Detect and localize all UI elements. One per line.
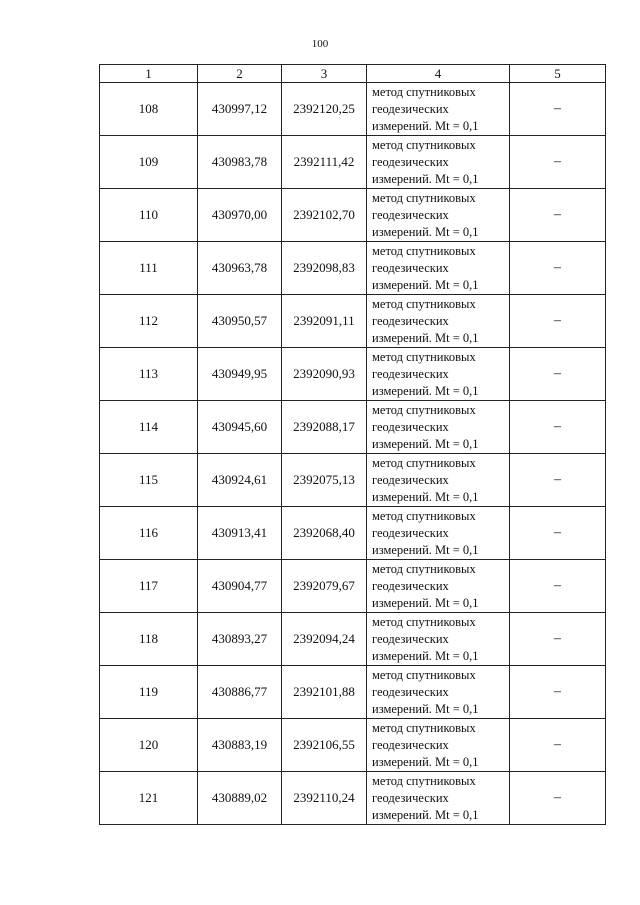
method-cell: метод спутниковых геодезических измерений. Mt = 0,1 (367, 507, 510, 560)
table-row (100, 295, 606, 348)
point-number-cell: 118 (100, 613, 198, 666)
method-cell: метод спутниковых геодезических измерений. Mt = 0,1 (367, 719, 510, 772)
method-cell: метод спутниковых геодезических измерений. Mt = 0,1 (367, 348, 510, 401)
y-coordinate-cell: 2392079,67 (282, 560, 367, 613)
dash-cell: – (510, 401, 606, 454)
method-cell: метод спутниковых геодезических измерений. Mt = 0,1 (367, 189, 510, 242)
x-coordinate-cell: 430893,27 (198, 613, 282, 666)
x-coordinate-cell: 430983,78 (198, 136, 282, 189)
x-coordinate-cell: 430904,77 (198, 560, 282, 613)
dash-cell: – (510, 189, 606, 242)
dash-cell: – (510, 348, 606, 401)
method-cell: метод спутниковых геодезических измерений. Mt = 0,1 (367, 295, 510, 348)
table-row (100, 136, 606, 189)
y-coordinate-cell: 2392110,24 (282, 772, 367, 825)
header-col-5: 5 (510, 65, 606, 83)
dash-cell: – (510, 136, 606, 189)
point-number-cell: 113 (100, 348, 198, 401)
table-row (100, 613, 606, 666)
y-coordinate-cell: 2392094,24 (282, 613, 367, 666)
y-coordinate-cell: 2392098,83 (282, 242, 367, 295)
y-coordinate-cell: 2392088,17 (282, 401, 367, 454)
header-row (100, 65, 606, 83)
point-number-cell: 115 (100, 454, 198, 507)
x-coordinate-cell: 430997,12 (198, 83, 282, 136)
dash-cell: – (510, 507, 606, 560)
table-row (100, 666, 606, 719)
x-coordinate-cell: 430963,78 (198, 242, 282, 295)
point-number-cell: 114 (100, 401, 198, 454)
point-number-cell: 111 (100, 242, 198, 295)
x-coordinate-cell: 430949,95 (198, 348, 282, 401)
point-number-cell: 108 (100, 83, 198, 136)
dash-cell: – (510, 719, 606, 772)
table-row (100, 772, 606, 825)
point-number-cell: 117 (100, 560, 198, 613)
point-number-cell: 120 (100, 719, 198, 772)
page-number: 100 (311, 38, 329, 50)
table-row (100, 242, 606, 295)
y-coordinate-cell: 2392111,42 (282, 136, 367, 189)
x-coordinate-cell: 430945,60 (198, 401, 282, 454)
dash-cell: – (510, 454, 606, 507)
dash-cell: – (510, 295, 606, 348)
table-header (100, 65, 606, 83)
dash-cell: – (510, 613, 606, 666)
x-coordinate-cell: 430889,02 (198, 772, 282, 825)
header-col-1: 1 (100, 65, 198, 83)
x-coordinate-cell: 430886,77 (198, 666, 282, 719)
x-coordinate-cell: 430913,41 (198, 507, 282, 560)
y-coordinate-cell: 2392120,25 (282, 83, 367, 136)
table-body (100, 83, 606, 825)
dash-cell: – (510, 560, 606, 613)
table-row (100, 507, 606, 560)
method-cell: метод спутниковых геодезических измерений. Mt = 0,1 (367, 560, 510, 613)
dash-cell: – (510, 242, 606, 295)
table-row (100, 719, 606, 772)
table-row (100, 401, 606, 454)
header-col-2: 2 (198, 65, 282, 83)
method-cell: метод спутниковых геодезических измерений. Mt = 0,1 (367, 242, 510, 295)
method-cell: метод спутниковых геодезических измерений. Mt = 0,1 (367, 613, 510, 666)
method-cell: метод спутниковых геодезических измерений. Mt = 0,1 (367, 772, 510, 825)
y-coordinate-cell: 2392091,11 (282, 295, 367, 348)
method-cell: метод спутниковых геодезических измерений. Mt = 0,1 (367, 401, 510, 454)
y-coordinate-cell: 2392101,88 (282, 666, 367, 719)
method-cell: метод спутниковых геодезических измерений. Mt = 0,1 (367, 454, 510, 507)
table-row (100, 189, 606, 242)
point-number-cell: 109 (100, 136, 198, 189)
y-coordinate-cell: 2392090,93 (282, 348, 367, 401)
y-coordinate-cell: 2392102,70 (282, 189, 367, 242)
x-coordinate-cell: 430950,57 (198, 295, 282, 348)
x-coordinate-cell: 430883,19 (198, 719, 282, 772)
x-coordinate-cell: 430924,61 (198, 454, 282, 507)
table-row (100, 560, 606, 613)
table-row (100, 83, 606, 136)
x-coordinate-cell: 430970,00 (198, 189, 282, 242)
point-number-cell: 119 (100, 666, 198, 719)
method-cell: метод спутниковых геодезических измерений. Mt = 0,1 (367, 136, 510, 189)
header-col-3: 3 (282, 65, 367, 83)
y-coordinate-cell: 2392068,40 (282, 507, 367, 560)
y-coordinate-cell: 2392075,13 (282, 454, 367, 507)
table-row (100, 454, 606, 507)
header-col-4: 4 (367, 65, 510, 83)
dash-cell: – (510, 772, 606, 825)
method-cell: метод спутниковых геодезических измерений. Mt = 0,1 (367, 666, 510, 719)
dash-cell: – (510, 83, 606, 136)
point-number-cell: 112 (100, 295, 198, 348)
y-coordinate-cell: 2392106,55 (282, 719, 367, 772)
dash-cell: – (510, 666, 606, 719)
coordinates-table (99, 64, 606, 825)
method-cell: метод спутниковых геодезических измерений. Mt = 0,1 (367, 83, 510, 136)
table-row (100, 348, 606, 401)
point-number-cell: 110 (100, 189, 198, 242)
point-number-cell: 121 (100, 772, 198, 825)
point-number-cell: 116 (100, 507, 198, 560)
